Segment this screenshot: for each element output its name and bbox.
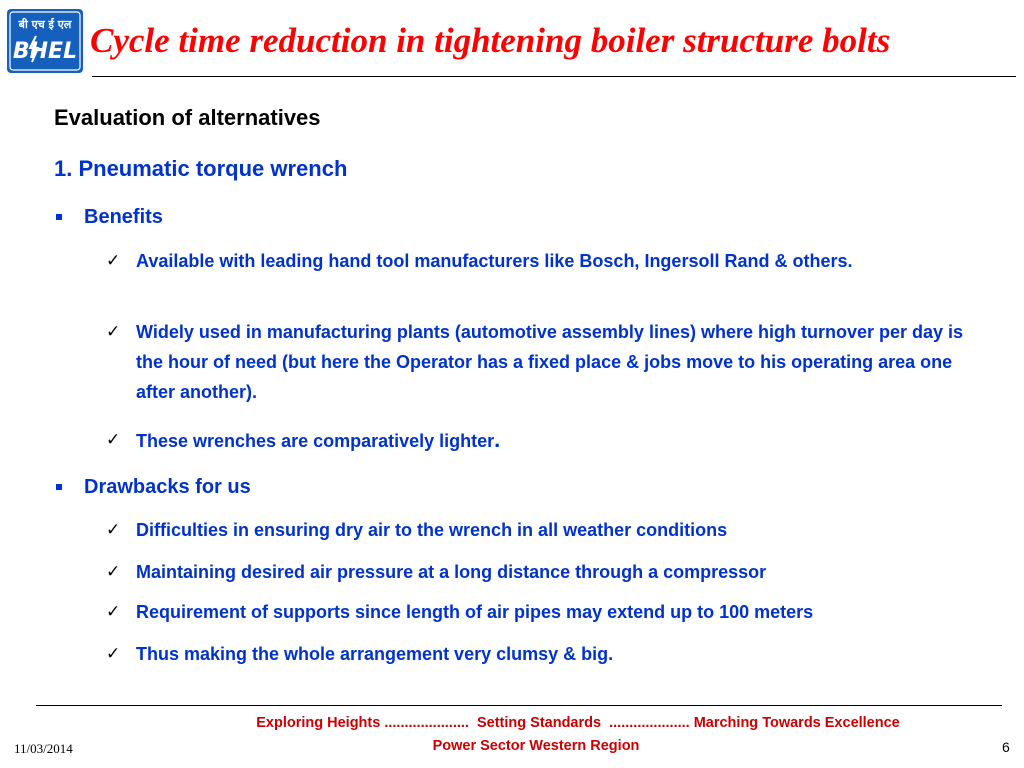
logo-text: BHEL xyxy=(12,39,78,64)
header-divider xyxy=(92,76,1016,77)
drawback-text: Difficulties in ensuring dry air to the wrench in all weather conditions xyxy=(136,520,728,540)
benefit-item xyxy=(106,246,986,276)
drawback-item xyxy=(106,597,986,627)
benefit-item xyxy=(106,425,986,456)
drawback-item xyxy=(106,639,986,669)
benefit-text: Widely used in manufacturing plants (automotive assembly lines) where high turnover per day is the hour of need (but here the Operator has a fixed place & jobs move to his operating area one after another). xyxy=(136,322,964,402)
benefit-text: These wrenches are comparatively lighter xyxy=(136,431,495,451)
logo-hindi-text: बी एच ई एल xyxy=(18,18,72,31)
checkmark-icon: ✓ xyxy=(106,562,121,582)
slide-date: 11/03/2014 xyxy=(14,741,73,756)
drawback-item xyxy=(106,557,986,587)
footer-region: Power Sector Western Region xyxy=(432,738,640,754)
square-bullet-icon xyxy=(56,214,62,220)
drawbacks-label: Drawbacks for us xyxy=(84,476,251,498)
company-logo xyxy=(6,8,84,74)
checkmark-icon: ✓ xyxy=(106,430,121,450)
checkmark-icon: ✓ xyxy=(106,520,121,540)
benefit-text: Available with leading hand tool manufacturers like Bosch, Ingersoll Rand & others. xyxy=(136,251,853,271)
footer-divider xyxy=(36,705,1002,706)
drawback-text: Requirement of supports since length of air pipes may extend up to 100 meters xyxy=(136,602,814,622)
drawback-text: Thus making the whole arrangement very clumsy & big. xyxy=(136,644,614,664)
page-number: 6 xyxy=(1002,739,1010,755)
benefit-item xyxy=(106,317,986,407)
alternative-title: 1. Pneumatic torque wrench xyxy=(54,156,348,181)
checkmark-icon: ✓ xyxy=(106,644,121,664)
benefits-label: Benefits xyxy=(84,206,163,228)
checkmark-icon: ✓ xyxy=(106,602,121,622)
checkmark-icon: ✓ xyxy=(106,251,121,271)
square-bullet-icon xyxy=(56,484,62,490)
slide-title: Cycle time reduction in tightening boiler structure bolts xyxy=(90,21,891,60)
benefit-punctuation: . xyxy=(494,427,501,452)
footer-tagline: Exploring Heights ..................... Setting Standards .................... Marching Towards Excellence xyxy=(256,715,900,731)
drawback-item xyxy=(106,515,986,545)
drawback-text: Maintaining desired air pressure at a long distance through a compressor xyxy=(136,562,767,582)
section-heading: Evaluation of alternatives xyxy=(54,105,321,130)
checkmark-icon: ✓ xyxy=(106,322,121,342)
